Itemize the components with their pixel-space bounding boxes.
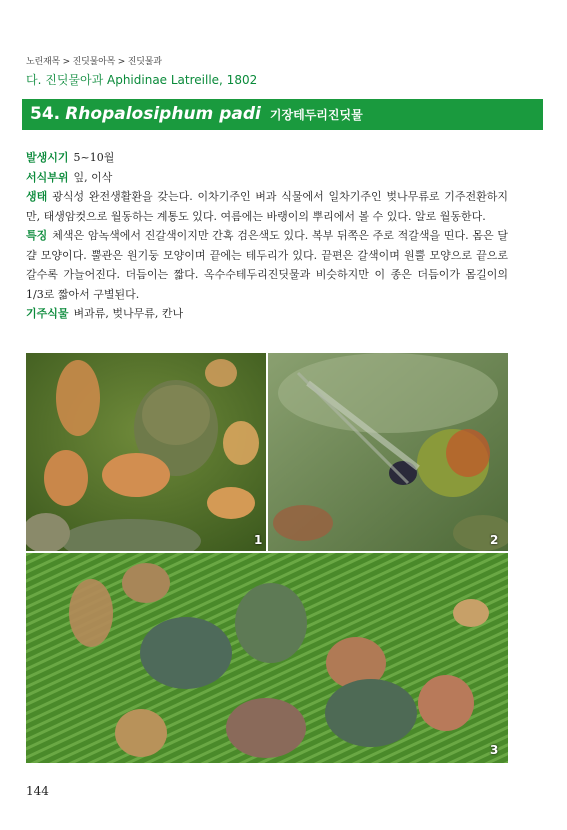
species-description <box>26 148 508 324</box>
species-title-banner <box>22 99 543 130</box>
subfamily-subtitle: 다. 진딧물아과 Aphidinae Latreille, 1802 <box>26 73 258 87</box>
photo-1-number: 1 <box>254 533 263 547</box>
photo-2 <box>268 353 508 551</box>
page-number: 144 <box>26 784 49 798</box>
photo-3 <box>26 553 508 763</box>
photo-3-number: 3 <box>490 743 499 757</box>
breadcrumb: 노린재목 > 진딧물아목 > 진딧물과 <box>26 57 162 67</box>
habitat-label: 서식부위 <box>26 170 69 184</box>
occurrence-label: 발생시기 <box>26 151 69 164</box>
features-text: 체색은 암녹색에서 진갈색이지만 간혹 검은색도 있다. 복부 뒤쪽은 주로 적갈색을 띤다. 몸은 달걀 모양이다. 뿔관은 원기둥 모양이며 끝에는 테두리가 있다. 끝편은 갈색이며 원뿔 모양으로 끝으로 갈수록 가늘어진다. 더듬이는 짧다. 옥수수테두리진딧물과 비슷하지만 이 종은 더듬이가 몸길이의 1/3로 짧아서 구별된다. <box>26 229 508 301</box>
host-plants-text: 벼과류, 벚나무류, 칸나 <box>73 307 184 320</box>
habitat-row <box>26 168 508 188</box>
korean-name: 기장테두리진딧물 <box>269 108 363 122</box>
ecology-text: 광식성 완전생활환을 갖는다. 이차기주인 벼과 식물에서 일차기주인 벚나무류로 기주전환하지만, 태생암컷으로 월동하는 계통도 있다. 여름에는 바랭이의 뿌리에서 볼 수 있다. 알로 월동한다. <box>26 190 508 223</box>
photo-2-number: 2 <box>490 533 499 547</box>
occurrence-text: 5~10월 <box>73 151 115 164</box>
ecology-row <box>26 187 508 226</box>
photo-1 <box>26 353 266 551</box>
scientific-name: Rhopalosiphum padi <box>65 104 261 124</box>
occurrence-row <box>26 148 508 168</box>
host-plants-label: 기주식물 <box>26 307 69 320</box>
habitat-text: 잎, 이삭 <box>73 170 113 184</box>
host-plants-row <box>26 304 508 324</box>
species-number: 54. <box>30 104 61 124</box>
ecology-label: 생태 <box>26 190 48 203</box>
features-row <box>26 226 508 304</box>
features-label: 특징 <box>26 229 48 242</box>
